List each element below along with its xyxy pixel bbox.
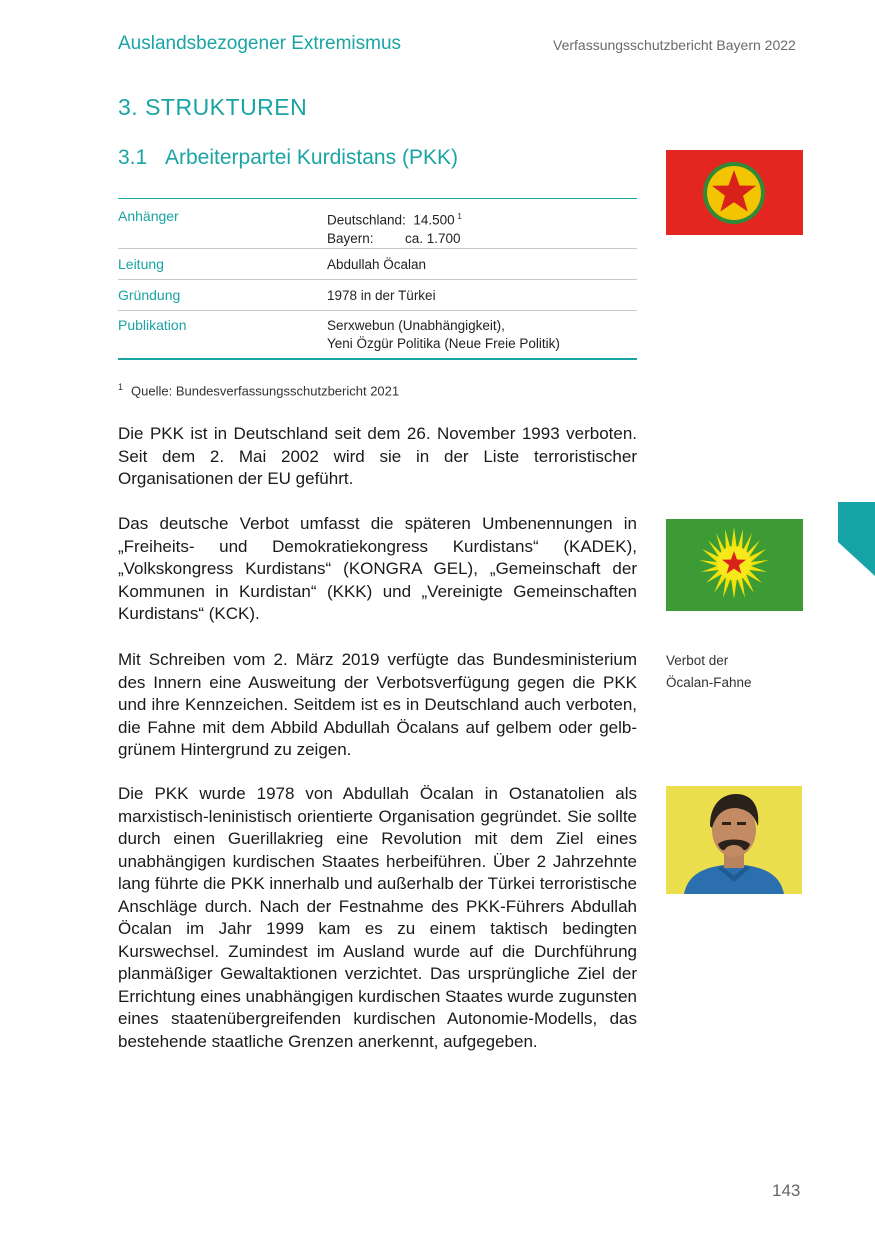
chapter-heading: 3. STRUKTUREN xyxy=(118,94,308,120)
bavaria-label: Bayern: xyxy=(327,230,374,246)
bavaria-value: ca. 1.700 xyxy=(405,230,461,246)
fact-table xyxy=(118,198,637,360)
section-number: 3.1 xyxy=(118,146,148,169)
running-header-report: Verfassungsschutzbericht Bayern 2022 xyxy=(553,37,796,53)
side-tab-marker xyxy=(838,502,875,576)
footnote-text: Quelle: Bundesverfassungsschutzbericht 2021 xyxy=(131,383,400,399)
portrait-photo xyxy=(666,786,802,894)
fact-row-leitung xyxy=(118,249,637,280)
running-header-section: Auslandsbezogener Extremismus xyxy=(118,33,402,54)
germany-label: Deutschland: xyxy=(327,212,406,228)
fact-value xyxy=(327,199,637,248)
fact-row-gruendung xyxy=(118,280,637,311)
section-heading xyxy=(118,146,458,170)
body-paragraph-3: Mit Schreiben vom 2. März 2019 verfügte das Bundesministerium des Innern eine Ausweitung der Verbotsverfügung gegen die PKK und ihre Kennzeichen. Seitdem ist es in Deutschland auch verboten, die Fahne mit dem Abbild Abdullah Öcalans auf gelbem oder gelb-grünem Hintergrund zu zeigen. xyxy=(118,650,637,759)
body-paragraph-2: Das deutsche Verbot umfasst die späteren Umbenennungen in „Freiheits- und Demokratiekongress Kurdistans“ (KADEK), „Volkskongress Kurdistans“ (KONGRA GEL), „Gemeinschaft der Kommunen in Kurdistan“ (KKK) und „Vereinigte Gemeinschaften Kurdistans“ (KCK). xyxy=(118,514,637,623)
body-paragraph-1: Die PKK ist in Deutschland seit dem 26. November 1993 verboten. Seit dem 2. Mai 2002 wird sie in der Liste terroristischer Organisationen der EU geführt. xyxy=(118,424,637,488)
footnote xyxy=(118,382,399,398)
caption-line-2: Öcalan-Fahne xyxy=(666,675,752,690)
footnote-marker: 1 xyxy=(118,382,124,392)
caption-line-1: Verbot der xyxy=(666,653,729,668)
fact-value xyxy=(327,311,637,358)
fact-label: Leitung xyxy=(118,256,164,272)
page-number: 143 xyxy=(772,1181,801,1200)
fact-label: Publikation xyxy=(118,317,187,333)
publication-line-2: Yeni Özgür Politika (Neue Freie Politik) xyxy=(327,336,560,351)
ocalan-flag-icon xyxy=(666,519,803,611)
footnote-ref: 1 xyxy=(457,212,462,221)
pkk-flag-icon xyxy=(666,150,803,235)
section-title: Arbeiterpartei Kurdistans (PKK) xyxy=(165,146,458,169)
fact-value: Abdullah Öcalan xyxy=(327,257,427,272)
fact-label: Anhänger xyxy=(118,208,179,224)
fact-row-anhaenger xyxy=(118,199,637,249)
body-paragraph-4: Die PKK wurde 1978 von Abdullah Öcalan in Ostanatolien als marxistisch-leninistisch orientierte Organisation gegründet. Sie sollte durch einen Guerillakrieg eine Revolution mit dem Ziel eines unabhängigen kurdischen Staates herbeiführen. Über 2 Jahrzehnte lang führte die PKK innerhalb und außerhalb der Türkei terroristische Anschläge durch. Nach der Festnahme des PKK-Führers Abdullah Öcalan im Jahr 1999 kam es zu einem taktisch bedingten Kurswechsel. Zumindest im Ausland wurde auf die Durchführung planmäßiger Gewaltaktionen verzichtet. Das ursprüngliche Ziel der Errichtung eines unabhängigen kurdischen Staates wurde zugunsten eines staatenübergreifenden kurdischen Autonomie-Modells, das bestehende staatliche Grenzen anerkennt, aufgegeben. xyxy=(118,784,637,1051)
fact-label: Gründung xyxy=(118,287,181,303)
publication-line-1: Serxwebun (Unabhängigkeit), xyxy=(327,318,505,333)
fact-value: 1978 in der Türkei xyxy=(327,288,436,303)
image-caption xyxy=(666,650,752,694)
fact-row-publikation xyxy=(118,311,637,358)
germany-value: 14.500 xyxy=(413,212,455,228)
